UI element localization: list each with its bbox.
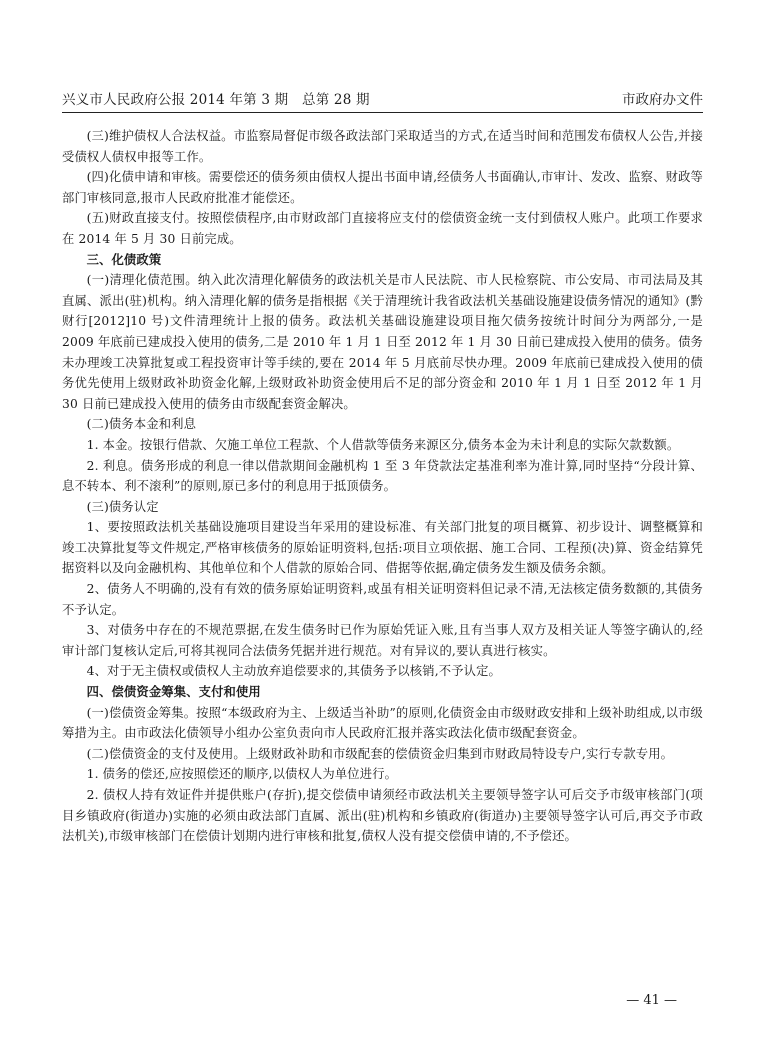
paragraph: (三)债务认定 bbox=[86, 499, 159, 514]
section-title: 市政府办文件 bbox=[622, 92, 703, 108]
paragraph: (一)清理化债范围。纳入此次清理化解债务的政法机关是市人民法院、市人民检察院、市公安局、市司法局及其直属、派出(驻)机构。纳入清理化解的债务是指根据《关于清理统计我省政法机关基础设施建设债务情况的通知》(黔财行[2012]10 号)文件清理统计上报的债务。政法机关基础设施建设项目拖欠债务按统计时间分为两部分,一是 2009 年底前已建成投入使用的债务,二是 2010 年 1 月 1 日至 2012 年 1 月 30 日前已建成投入使用的债务。债务未办理竣工决算批复或工程投资审计等手续的,要在 2014 年 5 月底前尽快办理。2009 年底前已建成投入使用的债务优先使用上级财政补助资金化解,上级财政补助资金使用后不足的部分资金和 2010 年 1 月 1 日至 2012 年 1 月 30 日前已建成投入使用的债务由市级配套资金解决。 bbox=[62, 273, 703, 411]
paragraph: 1. 本金。按银行借款、欠施工单位工程款、个人借款等债务来源区分,债务本金为未计利息的实际欠款数额。 bbox=[86, 437, 680, 452]
paragraph: 1. 债务的偿还,应按照偿还的顺序,以债权人为单位进行。 bbox=[86, 767, 398, 782]
paragraph: 2. 利息。债务形成的利息一律以借款期间金融机构 1 至 3 年贷款法定基准利率为准计算,同时坚持“分段计算、息不转本、利不滚利”的原则,原已多付的利息用于抵顶债务。 bbox=[62, 458, 703, 494]
section-heading: 三、化债政策 bbox=[86, 252, 162, 267]
section-heading: 四、偿债资金筹集、支付和使用 bbox=[86, 685, 261, 700]
publication-title: 兴义市人民政府公报 2014 年第 3 期 总第 28 期 bbox=[62, 92, 370, 108]
paragraph: 1、要按照政法机关基础设施项目建设当年采用的建设标准、有关部门批复的项目概算、初步设计、调整概算和竣工决算批复等文件规定,严格审核债务的原始证明资料,包括:项目立项依据、施工合同、工程预(决)算、资金结算凭据资料以及向金融机构、其他单位和个人借款的原始合同、借据等依据,确定债务发生额及债务余额。 bbox=[62, 520, 703, 576]
paragraph: 4、对于无主债权或债权人主动放弃追偿要求的,其债务予以核销,不予认定。 bbox=[86, 664, 501, 679]
header-rule bbox=[62, 112, 703, 113]
page-header bbox=[62, 88, 703, 110]
paragraph: (三)维护债权人合法权益。市监察局督促市级各政法部门采取适当的方式,在适当时间和范围发布债权人公告,并接受债权人债权申报等工作。 bbox=[62, 129, 703, 164]
page-number: — 41 — bbox=[626, 993, 677, 1008]
paragraph: (四)化债申请和审核。需要偿还的债务须由债权人提出书面申请,经债务人书面确认,市审计、发改、监察、财政等部门审核同意,报市人民政府批准才能偿还。 bbox=[62, 170, 703, 205]
paragraph: (一)偿债资金筹集。按照“本级政府为主、上级适当补助”的原则,化债资金由市级财政安排和上级补助组成,以市级筹措为主。由市政法化债领导小组办公室负责向市人民政府汇报并落实政法化债市级配套资金。 bbox=[62, 705, 703, 741]
paragraph: (五)财政直接支付。按照偿债程序,由市财政部门直接将应支付的偿债资金统一支付到债权人账户。此项工作要求在 2014 年 5 月 30 日前完成。 bbox=[62, 211, 703, 246]
paragraph: (二)偿债资金的支付及使用。上级财政补助和市级配套的偿债资金归集到市财政局特设专户,实行专款专用。 bbox=[86, 746, 674, 761]
paragraph: 3、对债务中存在的不规范票据,在发生债务时已作为原始凭证入账,且有当事人双方及相关证人等签字确认的,经审计部门复核认定后,可将其视同合法债务凭据并进行规范。对有异议的,要认真进行核实。 bbox=[62, 623, 703, 658]
paragraph: (二)债务本金和利息 bbox=[86, 417, 197, 432]
paragraph: 2、债务人不明确的,没有有效的债务原始证明资料,或虽有相关证明资料但记录不清,无法核定债务数额的,其债务不予认定。 bbox=[62, 582, 703, 617]
document-body bbox=[62, 126, 703, 847]
paragraph: 2. 债权人持有效证件并提供账户(存折),提交偿债申请须经市政法机关主要领导签字认可后交予市级审核部门(项目乡镇政府(街道办)实施的必须由政法部门直属、派出(驻)机构和乡镇政府(街道办)主要领导签字认可后,再交予市政法机关),市级审核部门在偿债计划期内进行审核和批复,债权人没有提交偿债申请的,不予偿还。 bbox=[62, 788, 703, 844]
